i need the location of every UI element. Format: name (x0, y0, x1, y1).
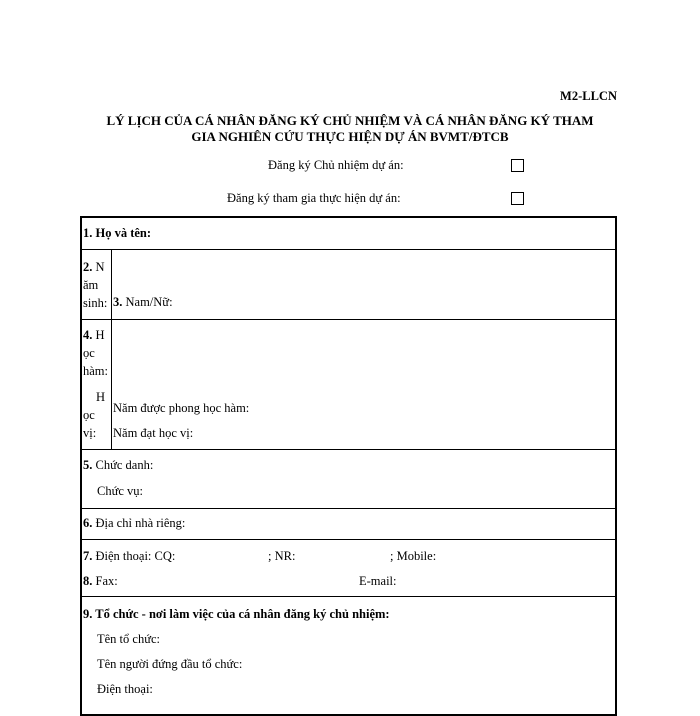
row-divider (82, 539, 615, 540)
fax-label: Fax: (95, 574, 118, 588)
academic-title-label (83, 326, 113, 380)
birth-year-label (83, 258, 113, 312)
field-home-address (83, 516, 185, 531)
field-number: 2. (83, 260, 93, 274)
field-number: 8. (83, 574, 93, 588)
birth-year-part: ăm (83, 278, 99, 292)
degree-label (83, 388, 113, 442)
field-gender (113, 295, 173, 310)
field-phone (83, 549, 175, 564)
degree-part: ọc (83, 408, 95, 422)
row-divider (82, 319, 615, 320)
field-number: 6. (83, 516, 93, 530)
field-number: 5. (83, 458, 93, 472)
field-number: 1. (83, 226, 93, 240)
phone-mobile-label: ; Mobile: (390, 549, 437, 563)
register-participant-checkbox[interactable] (511, 192, 524, 205)
field-number: 4. (83, 328, 93, 342)
row-divider (82, 449, 615, 450)
home-address-label: Địa chỉ nhà riêng: (95, 516, 186, 530)
organization-name-label: Tên tổ chức: (97, 632, 161, 646)
academic-title-part: ọc (83, 346, 95, 360)
row-divider (82, 508, 615, 509)
phone-office-label: Điện thoại: CQ: (95, 549, 176, 563)
row-divider (82, 596, 615, 597)
field-fax (83, 574, 118, 589)
register-participant-label: Đăng ký tham gia thực hiện dự án: (227, 191, 401, 205)
degree-part: vị: (83, 426, 97, 440)
organization-section-label: 9. Tổ chức - nơi làm việc của cá nhân đăng ký chủ nhiệm: (83, 607, 390, 621)
field-job-title (83, 458, 153, 473)
title-line-1: LÝ LỊCH CỦA CÁ NHÂN ĐĂNG KÝ CHỦ NHIỆM VÀ CÁ NHÂN ĐĂNG KÝ THAM (106, 113, 594, 128)
academic-title-part: H (95, 328, 105, 342)
organization-phone-label: Điện thoại: (97, 682, 153, 696)
register-leader-label: Đăng ký Chủ nhiệm dự án: (268, 158, 404, 172)
degree-year-label: Năm đạt học vị: (113, 426, 194, 440)
title-year-label: Năm được phong học hàm: (113, 401, 250, 415)
field-number: 3. (113, 295, 123, 309)
position-label: Chức vụ: (97, 484, 144, 498)
field-number: 7. (83, 549, 93, 563)
gender-label: Nam/Nữ: (125, 295, 173, 309)
full-name-label: Họ và tên: (95, 226, 152, 240)
degree-part: H (96, 390, 106, 404)
phone-home-label: ; NR: (268, 549, 296, 563)
email-label: E-mail: (359, 574, 397, 588)
form-title (75, 113, 625, 145)
register-leader-checkbox[interactable] (511, 159, 524, 172)
academic-title-part: hàm: (83, 364, 108, 378)
organization-head-label: Tên người đứng đầu tổ chức: (97, 657, 243, 671)
job-title-label: Chức danh: (95, 458, 154, 472)
title-line-2: GIA NGHIÊN CỨU THỰC HIỆN DỰ ÁN BVMT/ĐTCB (191, 129, 509, 144)
birth-year-part: sinh: (83, 296, 108, 310)
personal-info-form (80, 216, 617, 716)
field-full-name (83, 226, 151, 241)
row-divider (82, 249, 615, 250)
form-code: M2-LLCN (560, 89, 617, 103)
birth-year-part: N (95, 260, 105, 274)
